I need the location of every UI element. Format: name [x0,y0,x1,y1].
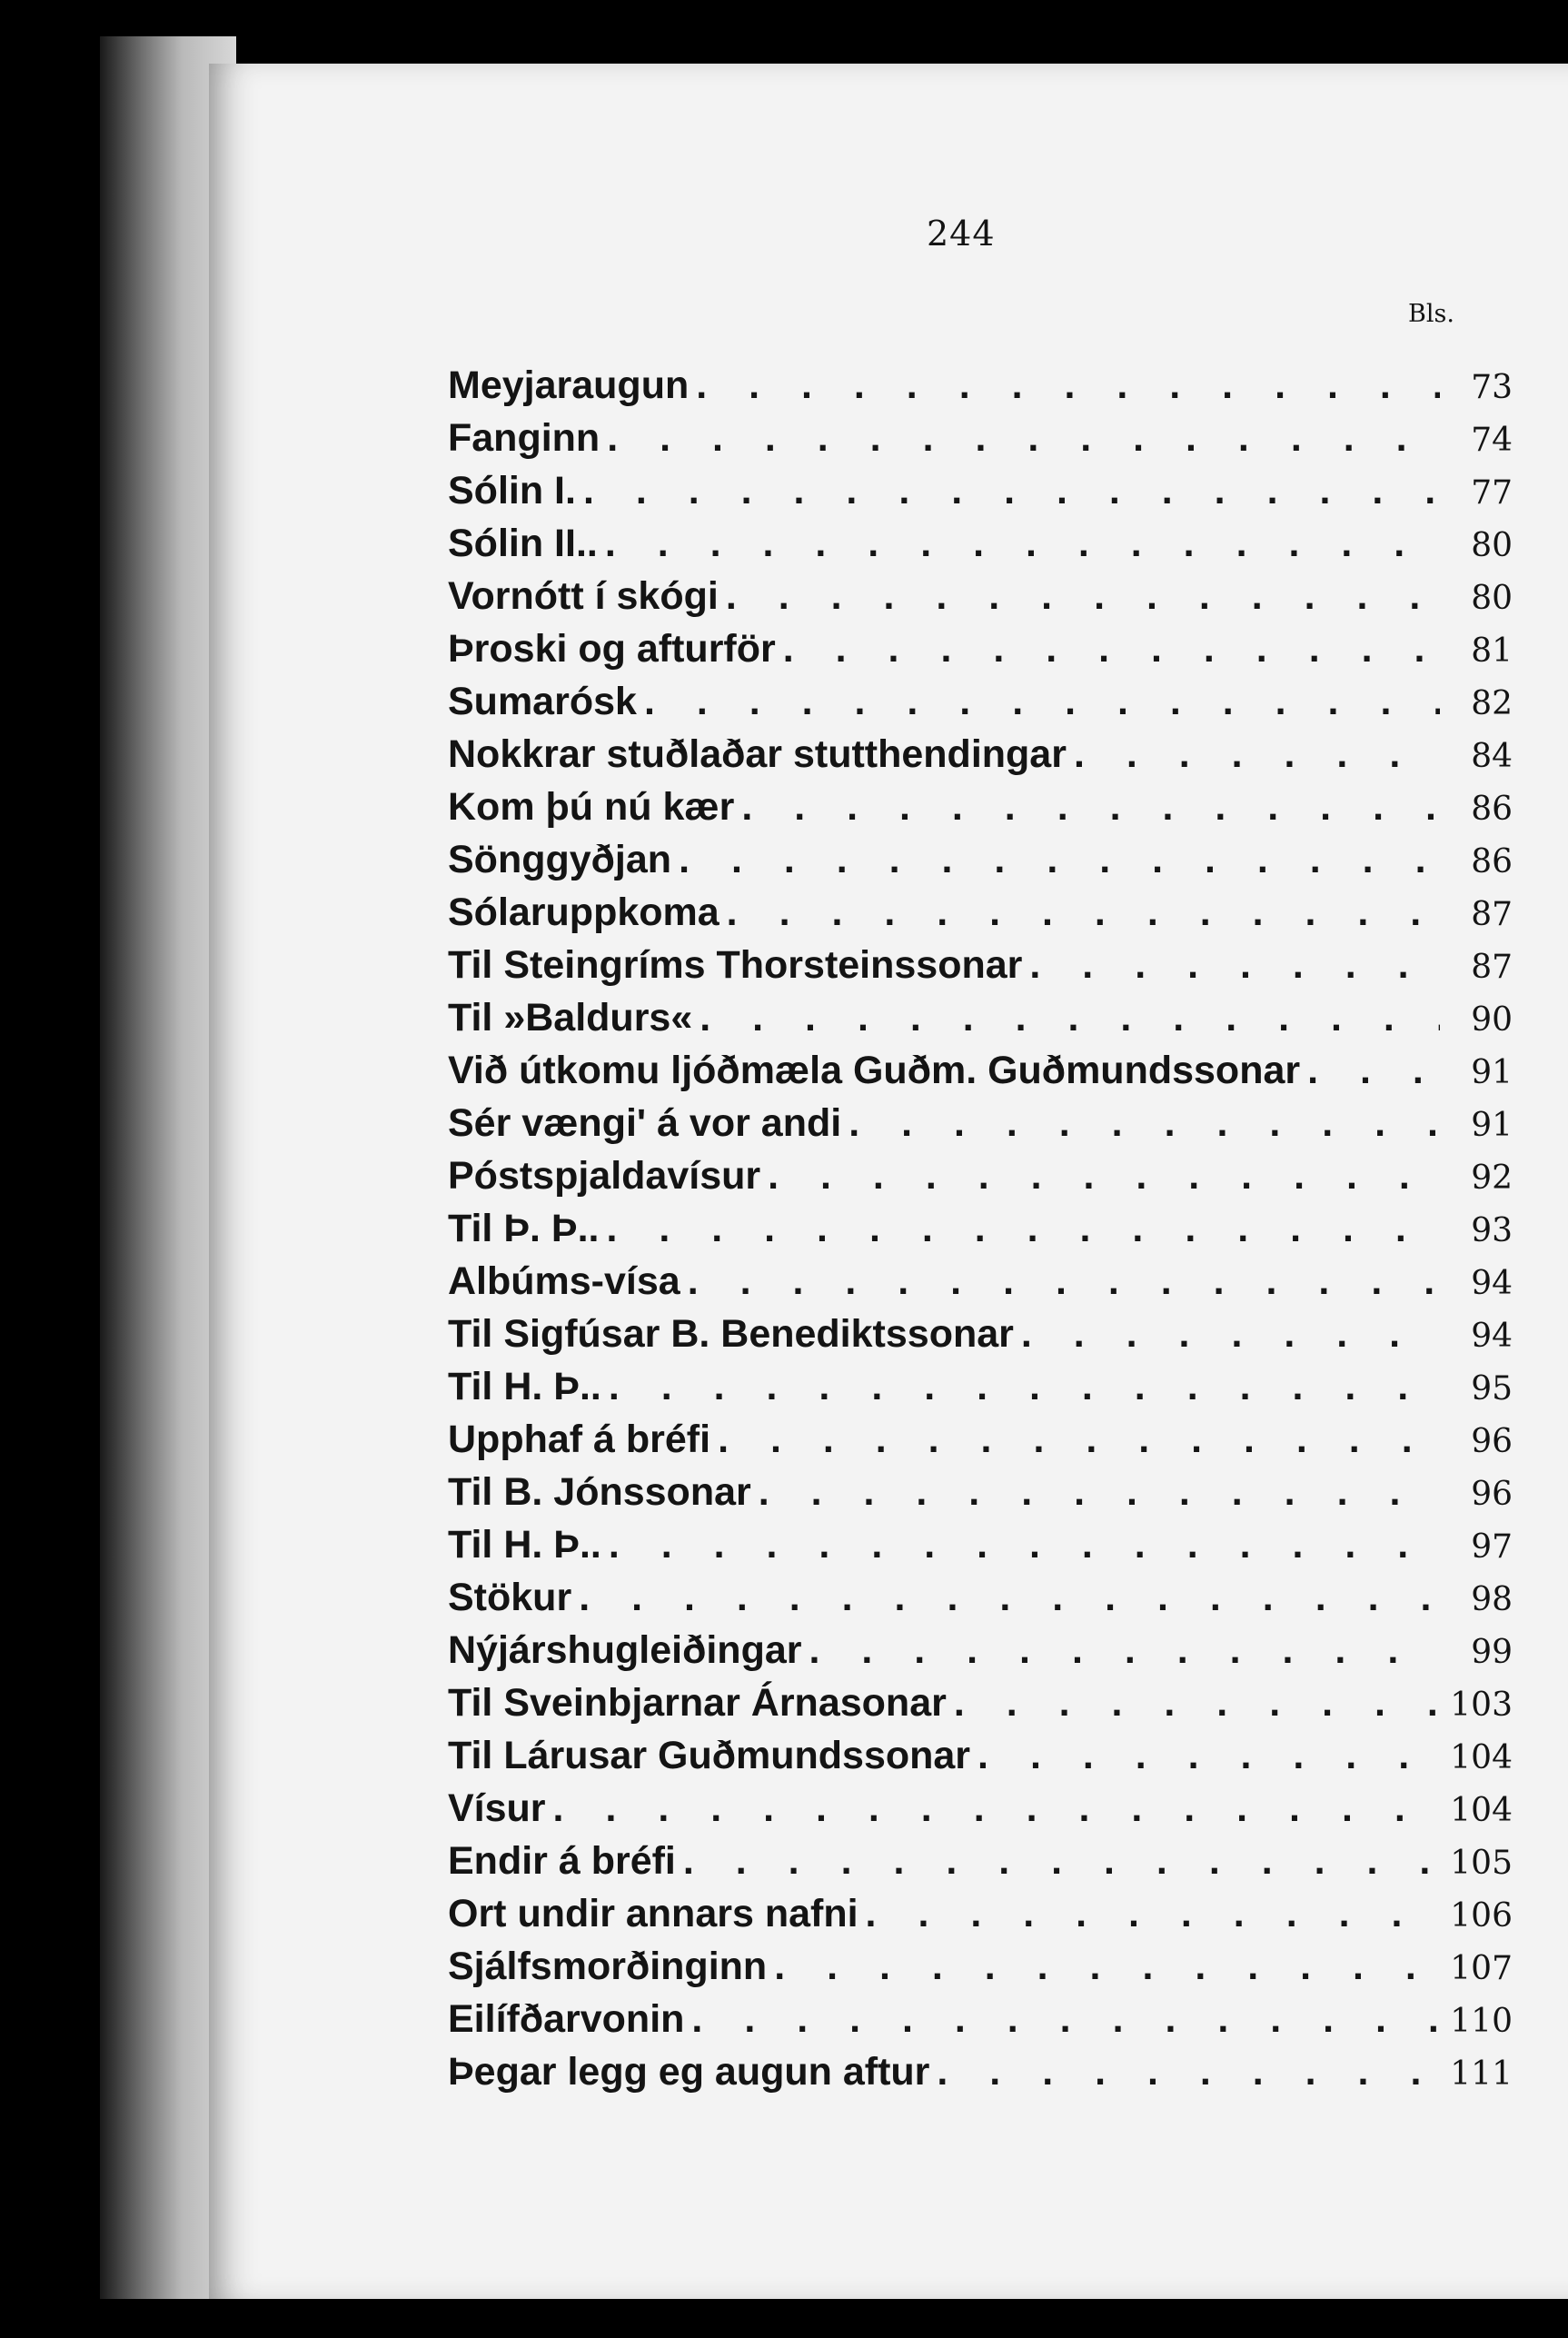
toc-entry-title: Sér vængi' á vor andi [448,1101,842,1145]
toc-entry-page: 96 [1471,1423,1513,1460]
toc-entry-page: 84 [1471,738,1513,775]
page-number: 244 [927,214,996,254]
toc-entry-title: Vísur [448,1786,546,1830]
toc-entry [448,1945,1513,1997]
toc-entry-title: Sönggyðjan [448,838,672,881]
toc-entry-title: Til »Baldurs« [448,996,693,1040]
toc-entry-page: 90 [1471,1001,1513,1039]
toc-entry-page: 94 [1471,1318,1513,1355]
toc-entry-page: 104 [1450,1739,1513,1776]
toc-entry-page: 87 [1471,949,1513,986]
dot-leader [644,680,1440,724]
dot-leader [609,1365,1440,1409]
dot-leader [606,1207,1440,1251]
toc-entry-title: Til H. Þ.. [448,1365,601,1408]
toc-entry [448,1470,1513,1523]
toc-entry-title: Albúms-vísa [448,1259,680,1303]
toc-entry-page: 82 [1471,685,1513,722]
toc-entry-page: 73 [1471,369,1513,406]
toc-entry [448,1101,1513,1154]
toc-entry-title: Til B. Jónssonar [448,1470,751,1514]
toc-entry-title: Til Steingríms Thorsteinssonar [448,943,1023,987]
toc-entry-title: Sumarósk [448,680,637,723]
toc-entry [448,1259,1513,1312]
toc-entry [448,1207,1513,1259]
dot-leader [696,363,1440,408]
dot-leader [691,1997,1440,2042]
toc-entry-page: 96 [1471,1476,1513,1513]
dot-leader [605,522,1440,566]
dot-leader [727,890,1440,935]
toc-entry-page: 86 [1471,843,1513,880]
toc-entry-title: Póstspjaldavísur [448,1154,761,1198]
dot-leader [978,1734,1440,1778]
toc-entry-page: 106 [1450,1897,1513,1935]
toc-entry-page: 105 [1450,1845,1513,1882]
toc-entry-page: 81 [1471,632,1513,670]
toc-entry-page: 77 [1471,474,1513,512]
toc-entry-title: Ort undir annars nafni [448,1892,858,1935]
toc-entry-title: Nokkrar stuðlaðar stutthendingar [448,732,1067,776]
toc-entry [448,363,1513,416]
toc-entry [448,1312,1513,1365]
toc-entry-page: 86 [1471,791,1513,828]
dot-leader [1029,943,1440,988]
toc-entry [448,1997,1513,2050]
toc-entry-page: 80 [1471,527,1513,564]
dot-leader [607,416,1440,461]
toc-entry [448,1892,1513,1945]
toc-entry-page: 74 [1471,422,1513,459]
toc-entry-title: Vornótt í skógi [448,574,719,618]
toc-entry-page: 111 [1450,2055,1513,2093]
toc-entry [448,732,1513,785]
toc-entry [448,1839,1513,1892]
dot-leader [553,1786,1440,1831]
toc-entry-title: Sólin II.. [448,522,598,565]
dot-leader [774,1945,1440,1989]
toc-entry [448,1734,1513,1786]
dot-leader [866,1892,1440,1936]
toc-entry-page: 98 [1471,1581,1513,1618]
dot-leader [1074,732,1440,777]
toc-entry [448,785,1513,838]
toc-entry-page: 91 [1471,1054,1513,1091]
dot-leader [783,627,1440,672]
dot-leader [809,1628,1440,1673]
toc-entry [448,1576,1513,1628]
toc-entry [448,416,1513,469]
toc-entry-title: Þegar legg eg augun aftur [448,2050,930,2094]
toc-entry-title: Þroski og afturför [448,627,776,671]
toc-entry-page: 91 [1471,1107,1513,1144]
toc-entry-title: Fanginn [448,416,600,460]
dot-leader [688,1259,1440,1304]
toc-entry-title: Til H. Þ.. [448,1523,601,1567]
toc-entry [448,1154,1513,1207]
toc-entry-page: 95 [1471,1370,1513,1408]
dot-leader [700,996,1440,1040]
toc-entry [448,890,1513,943]
toc-entry-page: 92 [1471,1159,1513,1197]
dot-leader [583,469,1440,513]
toc-entry-title: Meyjaraugun [448,363,690,407]
toc-entry-title: Sólin I. [448,469,576,512]
toc-entry-page: 87 [1471,896,1513,933]
toc-entry [448,2050,1513,2103]
dot-leader [741,785,1440,830]
toc-entry-title: Til Sveinbjarnar Árnasonar [448,1681,947,1725]
dot-leader [726,574,1440,619]
toc-entry [448,996,1513,1049]
toc-entry-title: Endir á bréfi [448,1839,676,1883]
dot-leader [954,1681,1440,1726]
toc-entry [448,522,1513,574]
toc-entry-page: 93 [1471,1212,1513,1249]
toc-entry-title: Sjálfsmorðinginn [448,1945,768,1988]
toc-entry [448,943,1513,996]
toc-entry-title: Til Lárusar Guðmundssonar [448,1734,971,1777]
dot-leader [849,1101,1440,1146]
toc-entry-page: 99 [1471,1634,1513,1671]
dot-leader [1021,1312,1440,1357]
toc-entry [448,1365,1513,1418]
toc-entry-page: 80 [1471,580,1513,617]
dot-leader [759,1470,1440,1515]
toc-entry-page: 94 [1471,1265,1513,1302]
toc-entry [448,1628,1513,1681]
toc-entry [448,574,1513,627]
dot-leader [937,2050,1440,2094]
toc-entry [448,1681,1513,1734]
toc-entry [448,1786,1513,1839]
toc-entry [448,680,1513,732]
toc-entry [448,469,1513,522]
dot-leader [679,838,1440,882]
toc-entry-page: 103 [1450,1686,1513,1724]
toc-entry-title: Eilífðarvonin [448,1997,685,2041]
toc-entry-page: 110 [1450,2003,1513,2040]
toc-entry-title: Upphaf á bréfi [448,1418,711,1461]
toc-entry [448,1049,1513,1101]
table-of-contents [448,363,1513,2103]
dot-leader [579,1576,1440,1620]
dot-leader [768,1154,1440,1199]
toc-entry-title: Stökur [448,1576,572,1619]
toc-entry-page: 107 [1450,1950,1513,1987]
toc-entry [448,627,1513,680]
toc-entry-title: Til Þ. Þ.. [448,1207,600,1250]
toc-entry [448,838,1513,890]
toc-entry-title: Við útkomu ljóðmæla Guðm. Guðmundssonar [448,1049,1301,1092]
toc-entry [448,1418,1513,1470]
toc-entry-title: Til Sigfúsar B. Benediktssonar [448,1312,1014,1356]
toc-entry-page: 104 [1450,1792,1513,1829]
toc-entry [448,1523,1513,1576]
dot-leader [683,1839,1440,1884]
toc-entry-title: Kom þú nú kær [448,785,735,829]
toc-entry-page: 97 [1471,1528,1513,1566]
dot-leader [609,1523,1440,1567]
page-column-label: Bls. [1408,300,1454,328]
dot-leader [718,1418,1440,1462]
toc-entry-title: Nýjárshugleiðingar [448,1628,802,1672]
toc-entry-title: Sólaruppkoma [448,890,719,934]
dot-leader [1307,1049,1440,1093]
